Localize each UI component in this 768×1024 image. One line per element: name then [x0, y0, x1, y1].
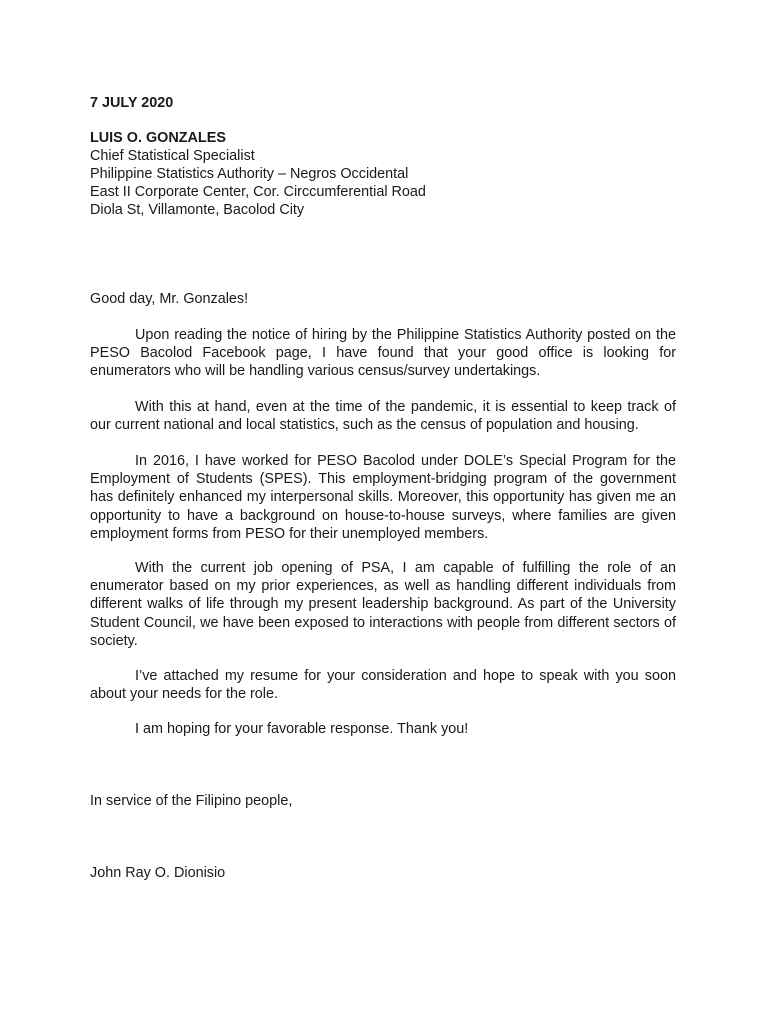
signature-name: John Ray O. Dionisio — [90, 865, 226, 881]
body-paragraph-2: With this at hand, even at the time of the pandemic, it is essential to keep track of our current national and local statistics, such as the census of population and housing. — [90, 399, 676, 434]
body-paragraph-1: Upon reading the notice of hiring by the Philippine Statistics Authority posted on the PESO Bacolod Facebook page, I have found that your good office is looking for enumerators who will be handling various census/survey undertakings. — [90, 327, 676, 380]
body-paragraph-6: I am hoping for your favorable response. Thank you! — [135, 721, 469, 737]
closing-line: In service of the Filipino people, — [90, 793, 293, 809]
body-paragraph-5: I’ve attached my resume for your consideration and hope to speak with you soon about your needs for the role. — [90, 668, 676, 703]
salutation: Good day, Mr. Gonzales! — [90, 291, 249, 307]
recipient-title: Chief Statistical Specialist — [90, 148, 255, 165]
recipient-organization: Philippine Statistics Authority – Negros Occidental — [90, 166, 409, 183]
body-paragraph-3: In 2016, I have worked for PESO Bacolod under DOLE’s Special Program for the Employment of Students (SPES). This employment-bridging program of the government has definitely enhanced my interpersonal skills. Moreover, this opportunity has given me an opportunity to have a background on house-to-house surveys, where families are given employment forms from PESO for their unemployed members. — [90, 453, 676, 542]
letter-date: 7 JULY 2020 — [90, 95, 174, 111]
recipient-address-line2: Diola St, Villamonte, Bacolod City — [90, 202, 305, 219]
body-paragraph-4: With the current job opening of PSA, I am capable of fulfilling the role of an enumerator based on my prior experiences, as well as handling different individuals from different walks of life through my present leadership background. As part of the University Student Council, we have been exposed to interactions with people from different sectors of society. — [90, 560, 676, 649]
recipient-block — [90, 129, 678, 219]
recipient-address-line1: East II Corporate Center, Cor. Circcumferential Road — [90, 184, 426, 201]
recipient-name: LUIS O. GONZALES — [90, 130, 226, 146]
